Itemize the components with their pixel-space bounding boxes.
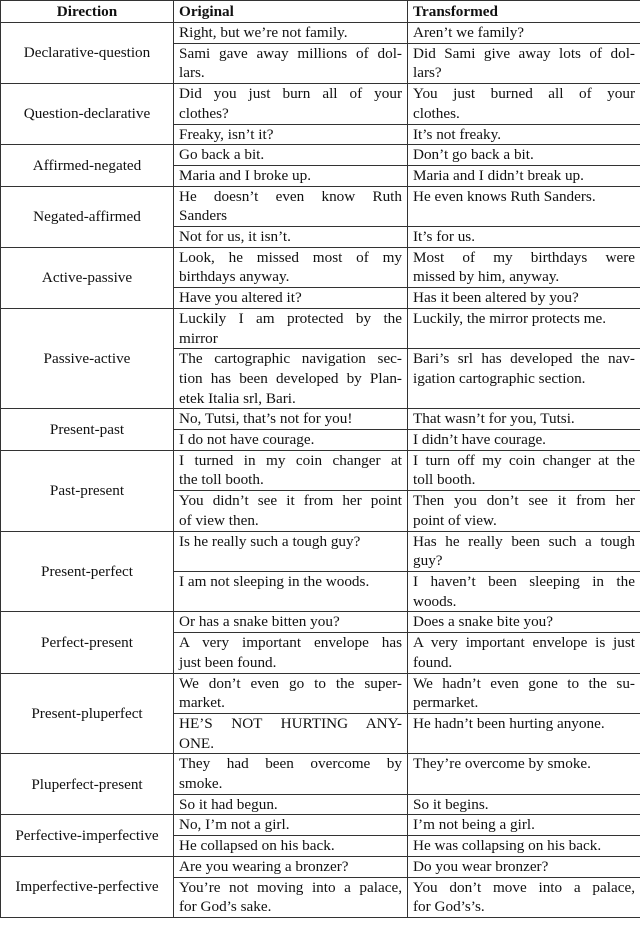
transformed-cell [408,227,640,248]
transformed-cell [408,836,640,857]
transformed-cell-line: point of view. [413,511,497,529]
transformed-cell-line: found. [413,653,453,671]
original-cell [174,165,408,186]
transformed-cell-line: Maria and I didn’t break up. [413,166,584,184]
direction-cell: Pluperfect-present [1,754,174,815]
transformed-cell-line: Aren’t we family? [413,24,525,41]
transformed-cell [408,145,640,166]
transformed-cell-line: So it begins. [413,795,489,813]
original-cell [174,633,408,673]
transformed-cell-line: for God’s’s. [413,898,485,916]
original-cell-line: Are you wearing a bronzer? [179,857,349,875]
transformed-cell [408,124,640,145]
original-cell-line: Right, but we’re not family. [179,24,348,41]
transformed-cell [408,794,640,815]
original-cell [174,491,408,531]
transformed-cell-line: I’m not being a girl. [413,816,535,834]
transformed-cell [408,877,640,917]
table-row [1,450,640,490]
original-cell-line: They had been overcome by [179,755,402,773]
transformed-cell-line: You just burned all of your [413,85,635,103]
transformed-cell-line: igation cartographic section. [413,369,586,387]
table-row [1,673,640,713]
transformed-cell [408,349,640,409]
original-cell-line: ONE. [179,734,215,752]
original-cell-line: Is he really such a tough guy? [179,532,361,550]
original-cell-line: Not for us, it isn’t. [179,228,291,246]
transformed-cell [408,491,640,531]
header-transformed: Transformed [408,1,640,23]
original-cell [174,308,408,348]
original-cell-line: I do not have courage. [179,431,315,449]
original-cell [174,450,408,490]
original-cell [174,713,408,753]
original-cell-line: No, Tutsi, that’s not for you! [179,410,353,428]
table-row [1,815,640,836]
original-cell [174,673,408,713]
original-cell [174,43,408,83]
original-cell-line: Look, he missed most of my [179,248,402,266]
original-cell-line: So it had begun. [179,795,278,813]
transformed-cell-line: guy? [413,552,443,570]
direction-cell: Declarative-question [1,23,174,84]
transformed-cell [408,186,640,226]
direction-cell: Perfective-imperfective [1,815,174,856]
direction-cell: Question-declarative [1,84,174,145]
original-cell [174,349,408,409]
transformed-cell-line: We hadn’t even gone to the su- [413,674,635,692]
transformed-cell-line: Most of my birthdays were [413,248,635,266]
original-cell [174,23,408,44]
direction-cell: Affirmed-negated [1,145,174,186]
original-cell-line: I turned in my coin changer at [179,451,402,469]
table-body [1,23,640,918]
original-cell [174,531,408,571]
original-cell [174,227,408,248]
original-cell [174,288,408,309]
header-direction: Direction [1,1,174,23]
original-cell [174,612,408,633]
original-cell-line: A very important envelope has [179,634,402,652]
original-cell-line: just been found. [179,653,277,671]
transformed-cell-line: Do you wear bronzer? [413,857,549,875]
transformed-cell [408,856,640,877]
table-row [1,247,640,287]
transformed-cell [408,531,640,571]
transformed-cell-line: lars? [413,64,442,82]
transformed-cell-line: You don’t move into a palace, [413,878,635,896]
transformed-cell-line: Then you don’t see it from her [413,492,635,510]
direction-cell: Past-present [1,450,174,531]
transformed-cell [408,713,640,753]
original-cell [174,571,408,611]
table-row [1,145,640,166]
original-cell-line: He collapsed on his back. [179,837,335,855]
direction-cell: Present-past [1,409,174,450]
direction-cell: Imperfective-perfective [1,856,174,917]
original-cell-line: You didn’t see it from her point [179,492,402,510]
direction-cell: Perfect-present [1,612,174,673]
transformed-cell [408,673,640,713]
original-cell-line: tion has been developed by Plan- [179,369,402,387]
table-row [1,409,640,430]
transformed-cell-line: Bari’s srl has developed the nav- [413,350,635,368]
transformed-cell [408,308,640,348]
table-row [1,612,640,633]
table-row [1,186,640,226]
original-cell-line: Freaky, isn’t it? [179,125,274,143]
original-cell [174,430,408,451]
direction-cell: Present-pluperfect [1,673,174,754]
table-row [1,84,640,124]
transformed-cell-line: I didn’t have courage. [413,431,546,449]
transformed-cell [408,165,640,186]
original-cell [174,754,408,794]
original-cell-line: lars. [179,64,205,82]
transformed-cell-line: Does a snake bite you? [413,613,554,631]
original-cell-line: Did you just burn all of your [179,85,402,103]
direction-cell: Passive-active [1,308,174,409]
original-cell-line: clothes? [179,104,229,122]
transformed-cell [408,571,640,611]
transformed-cell [408,247,640,287]
original-cell [174,794,408,815]
direction-cell: Active-passive [1,247,174,308]
original-cell-line: Luckily I am protected by the [179,309,402,327]
transformed-cell [408,430,640,451]
transformed-cell [408,84,640,124]
transformed-cell-line: toll booth. [413,471,476,489]
transformed-cell-line: They’re overcome by smoke. [413,755,591,773]
original-cell [174,84,408,124]
transformed-cell-line: woods. [413,592,457,610]
original-cell-line: No, I’m not a girl. [179,816,290,834]
original-cell-line: the toll booth. [179,471,264,489]
table-row [1,531,640,571]
transformed-cell [408,409,640,430]
original-cell-line: The cartographic navigation sec- [179,350,402,368]
original-cell-line: Maria and I broke up. [179,166,312,184]
original-cell [174,409,408,430]
original-cell-line: Sami gave away millions of dol- [179,44,402,62]
original-cell-line: smoke. [179,775,223,793]
transformed-cell [408,754,640,794]
transformed-cell [408,288,640,309]
original-cell-line: I am not sleeping in the woods. [179,572,370,590]
transformed-cell-line: Has it been altered by you? [413,289,579,307]
table-row [1,23,640,44]
original-cell-line: market. [179,694,225,712]
transformed-cell-line: Did Sami give away lots of dol- [413,44,635,62]
transformed-cell [408,633,640,673]
original-cell-line: Or has a snake bitten you? [179,613,340,631]
original-cell-line: Have you altered it? [179,289,302,307]
transformed-cell-line: clothes. [413,104,460,122]
transformed-cell-line: He even knows Ruth Sanders. [413,187,596,205]
direction-cell: Present-perfect [1,531,174,612]
original-cell-line: for God’s sake. [179,898,272,916]
original-cell [174,815,408,836]
transformed-cell [408,815,640,836]
transformed-cell-line: Don’t go back a bit. [413,146,534,164]
original-cell [174,836,408,857]
transformed-cell [408,23,640,44]
transformed-cell-line: permarket. [413,694,479,712]
original-cell-line: birthdays anyway. [179,268,290,286]
transformed-cell-line: I haven’t been sleeping in the [413,572,635,590]
transformed-cell [408,43,640,83]
original-cell-line: Sanders [179,207,228,225]
original-cell-line: mirror [179,329,218,347]
original-cell [174,145,408,166]
transformed-cell-line: Has he really been such a tough [413,532,635,550]
original-cell [174,856,408,877]
direction-cell: Negated-affirmed [1,186,174,247]
transformed-cell [408,450,640,490]
original-cell-line: HE’S NOT HURTING ANY- [179,714,402,732]
transformed-cell [408,612,640,633]
original-cell [174,877,408,917]
original-cell-line: etek Italia srl, Bari. [179,389,296,407]
transformed-cell-line: He was collapsing on his back. [413,837,602,855]
header-row [1,1,640,23]
transformed-cell-line: A very important envelope is just [413,634,635,652]
original-cell-line: Go back a bit. [179,146,265,164]
original-cell-line: He doesn’t even know Ruth [179,187,402,205]
transformed-cell-line: He hadn’t been hurting anyone. [413,714,605,732]
table-row [1,308,640,348]
original-cell [174,247,408,287]
table-row [1,856,640,877]
table-row [1,754,640,794]
transformed-cell-line: Luckily, the mirror protects me. [413,309,607,327]
transformed-cell-line: I turn off my coin changer at the [413,451,635,469]
header-original: Original [174,1,408,23]
original-cell-line: We don’t even go to the super- [179,674,402,692]
original-cell-line: You’re not moving into a palace, [179,878,402,896]
transformed-cell-line: It’s for us. [413,228,476,246]
transformed-cell-line: missed by him, anyway. [413,268,560,286]
original-cell [174,124,408,145]
transformed-cell-line: It’s not freaky. [413,125,502,143]
original-cell [174,186,408,226]
transformed-cell-line: That wasn’t for you, Tutsi. [413,410,575,428]
original-cell-line: of view then. [179,511,259,529]
